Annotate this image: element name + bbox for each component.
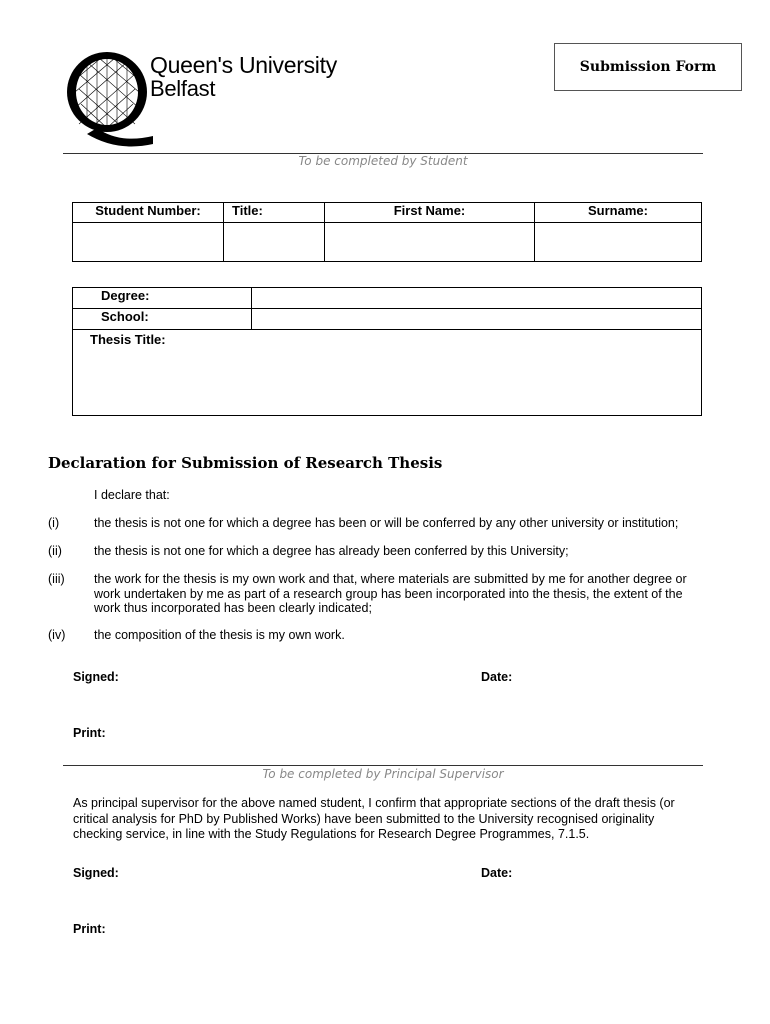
logo-line1: Queen's University <box>150 52 337 78</box>
university-name <box>150 52 337 100</box>
divider-supervisor <box>63 765 703 766</box>
student-section-caption: To be completed by Student <box>298 154 468 168</box>
supervisor-date-label: Date: <box>481 866 513 880</box>
student-date-label: Date: <box>481 670 513 684</box>
col-surname: Surname: <box>535 203 702 223</box>
thesis-title-label: Thesis Title: <box>90 332 166 347</box>
supervisor-section-caption: To be completed by Principal Supervisor <box>262 767 504 781</box>
first-name-field[interactable] <box>325 223 535 262</box>
title-field[interactable] <box>224 223 325 262</box>
col-student-number: Student Number: <box>73 203 224 223</box>
item-text: the composition of the thesis is my own work. <box>94 628 345 642</box>
student-number-field[interactable] <box>73 223 224 262</box>
col-first-name: First Name: <box>325 203 535 223</box>
student-details-table <box>72 202 702 262</box>
supervisor-print-label: Print: <box>73 922 106 936</box>
student-signed-label: Signed: <box>73 670 119 684</box>
school-label: School: <box>73 309 252 330</box>
degree-details-table <box>72 287 702 416</box>
supervisor-statement: As principal supervisor for the above named student, I confirm that appropriate sections of the draft thesis (or critical analysis for PhD by Published Works) have been submitted to the University recognised originality checking service, in line with the Study Regulations for Research Degree Programmes, 7.1.5. <box>73 796 675 841</box>
item-text: the work for the thesis is my own work and that, where materials are submitted by me for another degree or work undertaken by me as part of a research group has been incorporated into the thesis, the extent of the work thus incorporated has been clearly indicated; <box>94 572 687 615</box>
item-number: (ii) <box>48 544 62 558</box>
declaration-heading: Declaration for Submission of Research Thesis <box>48 454 443 472</box>
student-print-label: Print: <box>73 726 106 740</box>
thesis-title-field[interactable] <box>73 330 702 416</box>
degree-field[interactable] <box>252 288 702 309</box>
declaration-intro: I declare that: <box>94 488 170 502</box>
col-title: Title: <box>224 203 325 223</box>
surname-field[interactable] <box>535 223 702 262</box>
supervisor-signed-label: Signed: <box>73 866 119 880</box>
item-number: (iv) <box>48 628 66 642</box>
item-number: (i) <box>48 516 60 530</box>
form-title-box: Submission Form <box>554 43 742 91</box>
school-field[interactable] <box>252 309 702 330</box>
item-text: the thesis is not one for which a degree has already been conferred by this University; <box>94 544 569 558</box>
degree-label: Degree: <box>73 288 252 309</box>
item-number: (iii) <box>48 572 65 586</box>
university-logo-icon <box>57 44 157 150</box>
item-text: the thesis is not one for which a degree has been or will be conferred by any other university or institution; <box>94 516 679 530</box>
logo-line2: Belfast <box>150 76 216 101</box>
